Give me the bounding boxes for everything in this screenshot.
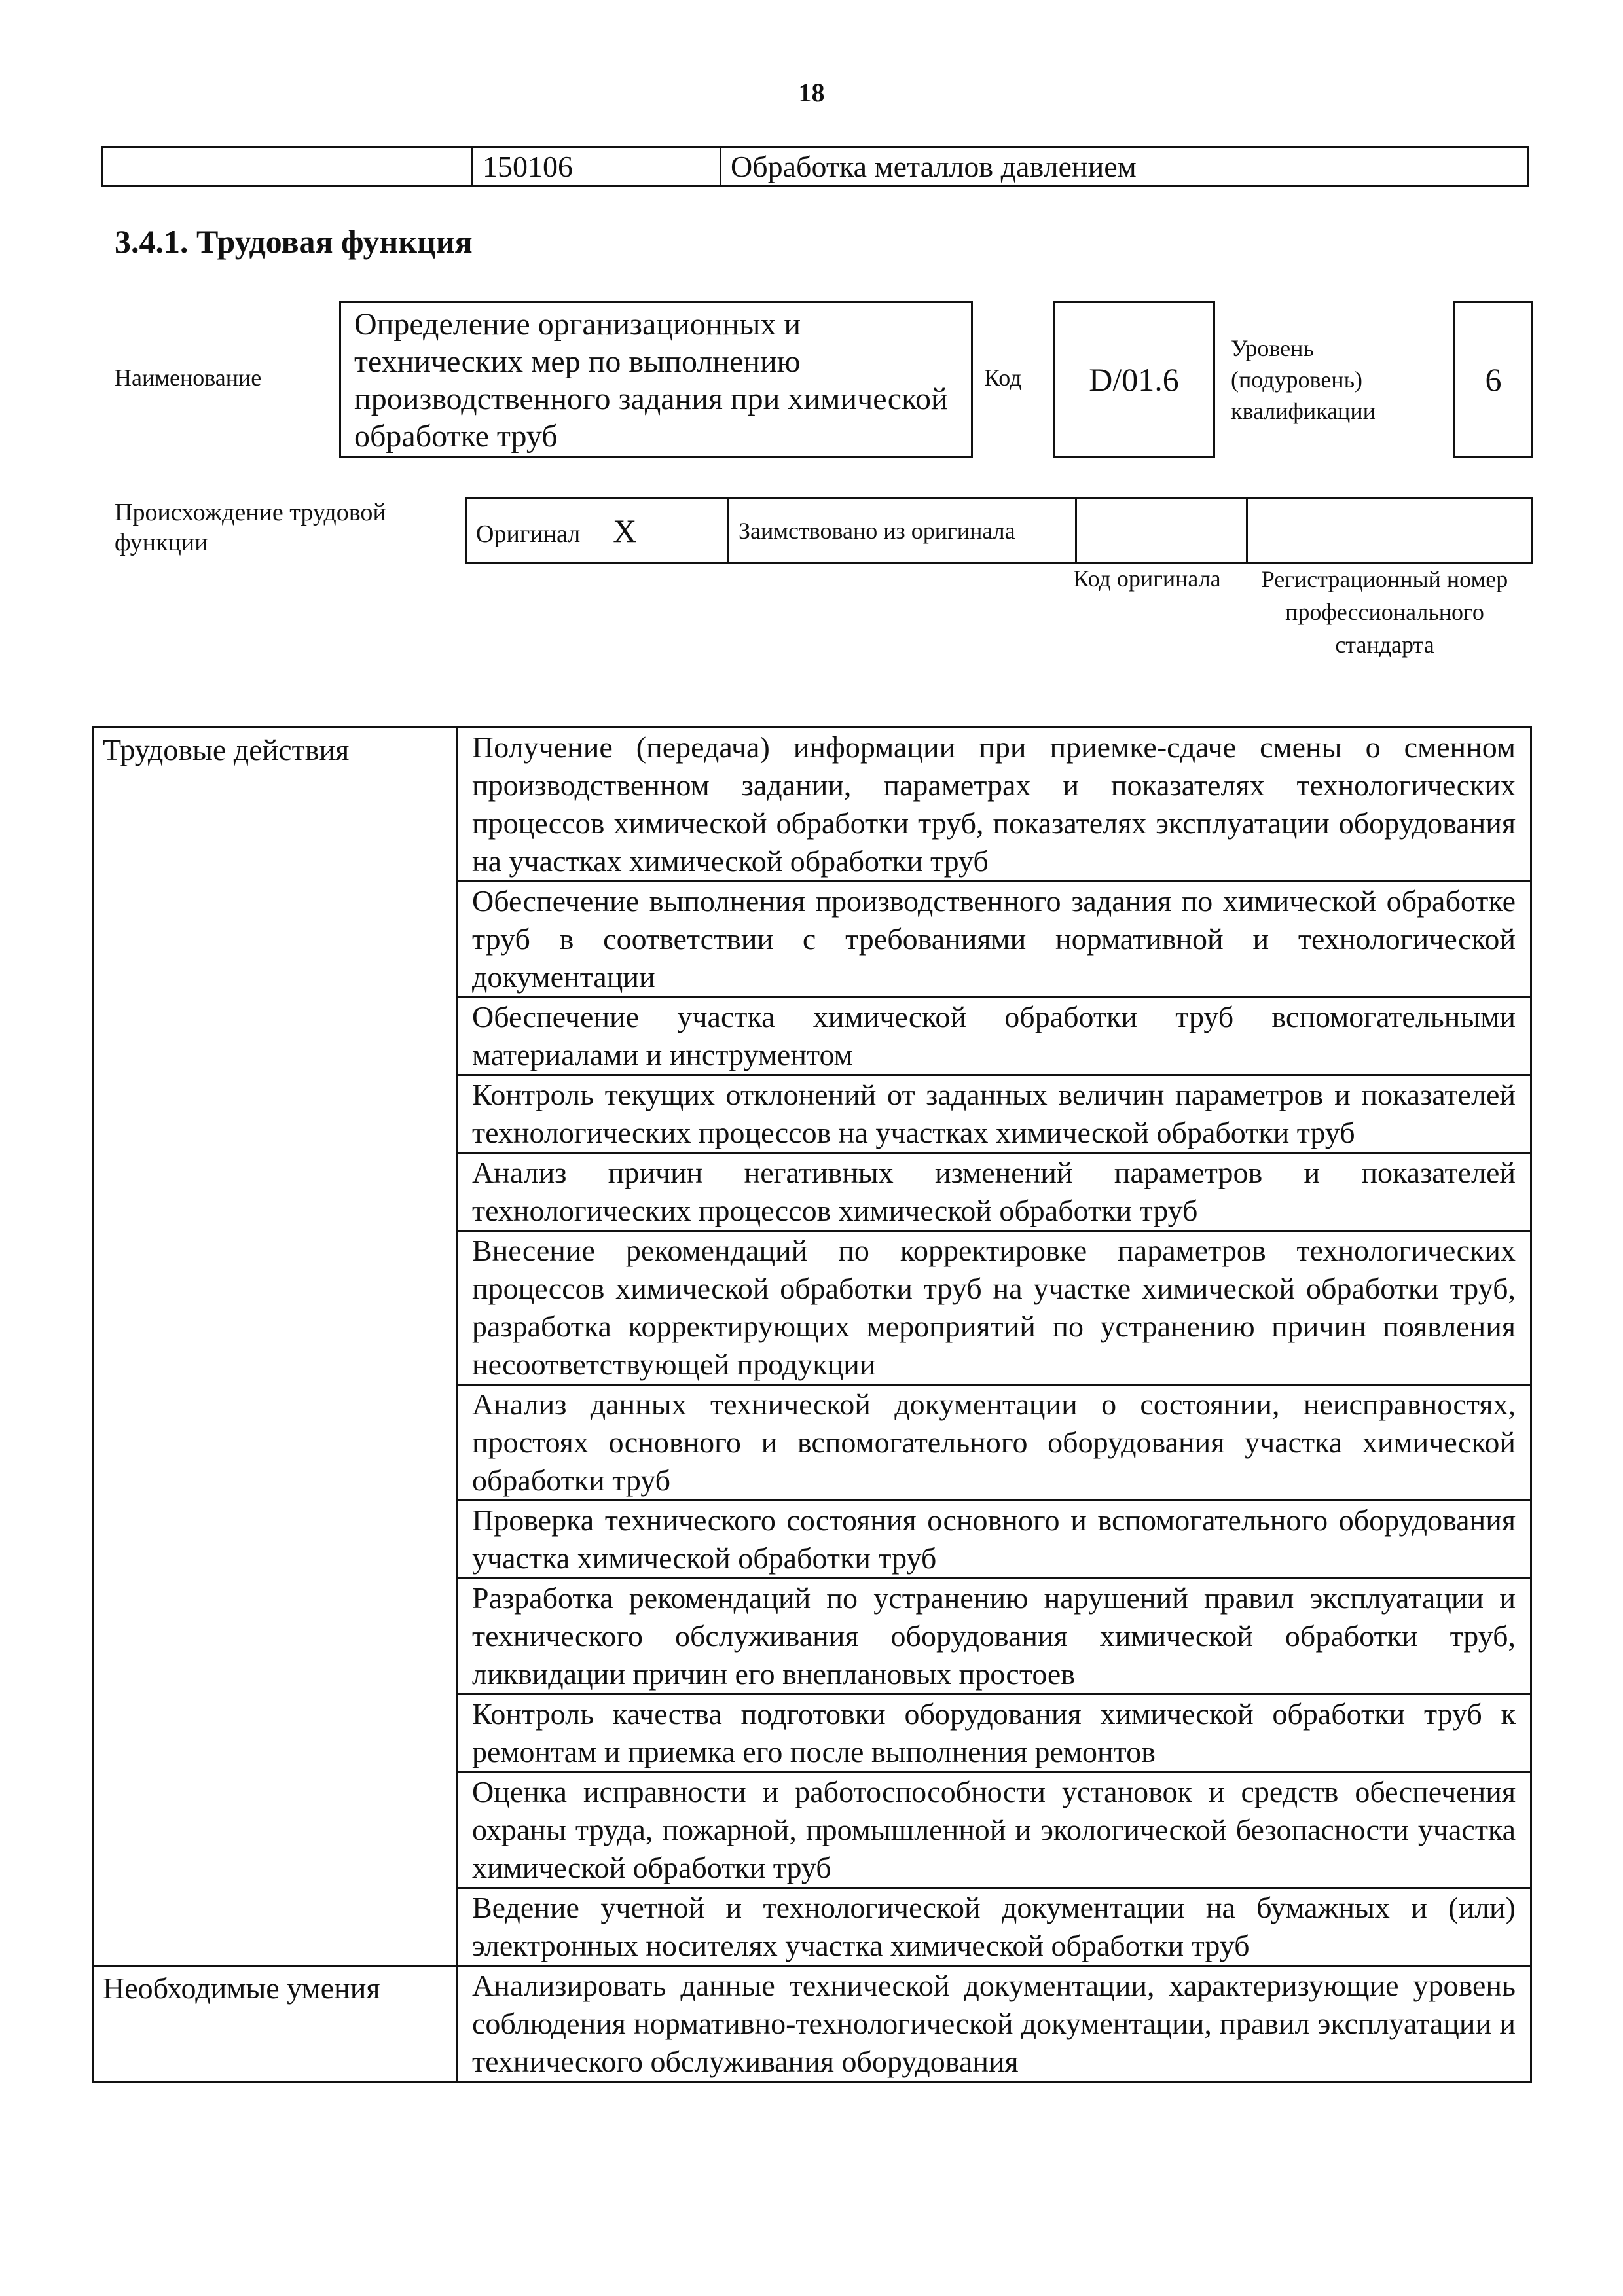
skills-label: Необходимые умения — [93, 1966, 457, 2082]
labor-action-item: Ведение учетной и технологической документации на бумажных и (или) электронных носителях участка химической обработки труб — [457, 1888, 1531, 1966]
table-row — [93, 728, 1531, 882]
table-row — [93, 1966, 1531, 2082]
original-mark: X — [613, 512, 637, 549]
level-label — [1231, 332, 1401, 427]
name-label: Наименование — [115, 365, 262, 391]
table-row — [103, 147, 1528, 186]
labor-action-item: Контроль качества подготовки оборудования химической обработки труб к ремонтам и приемка его после выполнения ремонтов — [457, 1695, 1531, 1772]
level-label-text: Уровень (подуровень) квалификации — [1231, 335, 1376, 424]
specialty-row-table — [101, 146, 1529, 187]
labor-action-item: Контроль текущих отклонений от заданных величин параметров и показателей технологических процессов на участках химической обработки труб — [457, 1075, 1531, 1153]
empty-cell — [103, 147, 473, 186]
origin-label-text: Происхождение трудовой функции — [115, 499, 386, 556]
origin-table — [465, 497, 1533, 564]
reg-number-cell — [1247, 499, 1533, 564]
labor-action-item: Обеспечение выполнения производственного задания по химической обработке труб в соответствии с требованиями нормативной и технологической документации — [457, 882, 1531, 997]
labor-action-item: Внесение рекомендаций по корректировке параметров технологических процессов химической обработки труб на участке химической обработки труб, разработка корректирующих мероприятий по устранению причин появления несоответствующей продукции — [457, 1231, 1531, 1385]
labor-action-item: Получение (передача) информации при приемке-сдаче смены о сменном производственном задании, параметрах и показателях технологических процессов химической обработки труб, показателях эксплуатации оборудования на участках химической обработки труб — [457, 728, 1531, 882]
level-value-box: 6 — [1453, 301, 1533, 458]
specialty-name: Обработка металлов давлением — [721, 147, 1528, 186]
original-label: Оригинал — [476, 520, 581, 548]
table-row — [466, 499, 1533, 564]
labor-action-item: Разработка рекомендаций по устранению нарушений правил эксплуатации и технического обслуживания оборудования химической обработки труб, ликвидации причин его внеплановых простоев — [457, 1579, 1531, 1695]
labor-action-item: Анализ причин негативных изменений параметров и показателей технологических процессов химической обработки труб — [457, 1153, 1531, 1231]
function-name-box: Определение организационных и технических мер по выполнению производственного задания при химической обработке труб — [339, 301, 973, 458]
origin-label — [115, 497, 455, 558]
labor-action-item: Анализ данных технической документации о состоянии, неисправностях, простоях основного и вспомогательного оборудования участка химической обработки труб — [457, 1385, 1531, 1501]
original-code-cell — [1076, 499, 1247, 564]
specialty-code: 150106 — [473, 147, 721, 186]
labor-action-item: Проверка технического состояния основного и вспомогательного оборудования участка химической обработки труб — [457, 1501, 1531, 1579]
caption-reg-number: Регистрационный номер профессионального стандарта — [1261, 566, 1508, 658]
code-label: Код — [984, 365, 1022, 391]
section-heading: 3.4.1. Трудовая функция — [115, 223, 473, 260]
page-number: 18 — [798, 78, 825, 107]
original-cell — [466, 499, 729, 564]
function-code-box: D/01.6 — [1053, 301, 1215, 458]
labor-function-body — [93, 728, 1531, 2082]
labor-function-table — [92, 726, 1532, 2083]
borrowed-cell: Заимствовано из оригинала — [729, 499, 1076, 564]
caption-original-code: Код оригинала — [1073, 565, 1221, 592]
labor-action-item: Оценка исправности и работоспособности установок и средств обеспечения охраны труда, пожарной, промышленной и экологической безопасности участка химической обработки труб — [457, 1772, 1531, 1888]
labor-actions-label: Трудовые действия — [93, 728, 457, 1966]
labor-action-item: Обеспечение участка химической обработки труб вспомогательными материалами и инструментом — [457, 997, 1531, 1075]
skill-item: Анализировать данные технической документации, характеризующие уровень соблюдения нормативно-технологической документации, правил эксплуатации и технического обслуживания оборудования — [457, 1966, 1531, 2082]
